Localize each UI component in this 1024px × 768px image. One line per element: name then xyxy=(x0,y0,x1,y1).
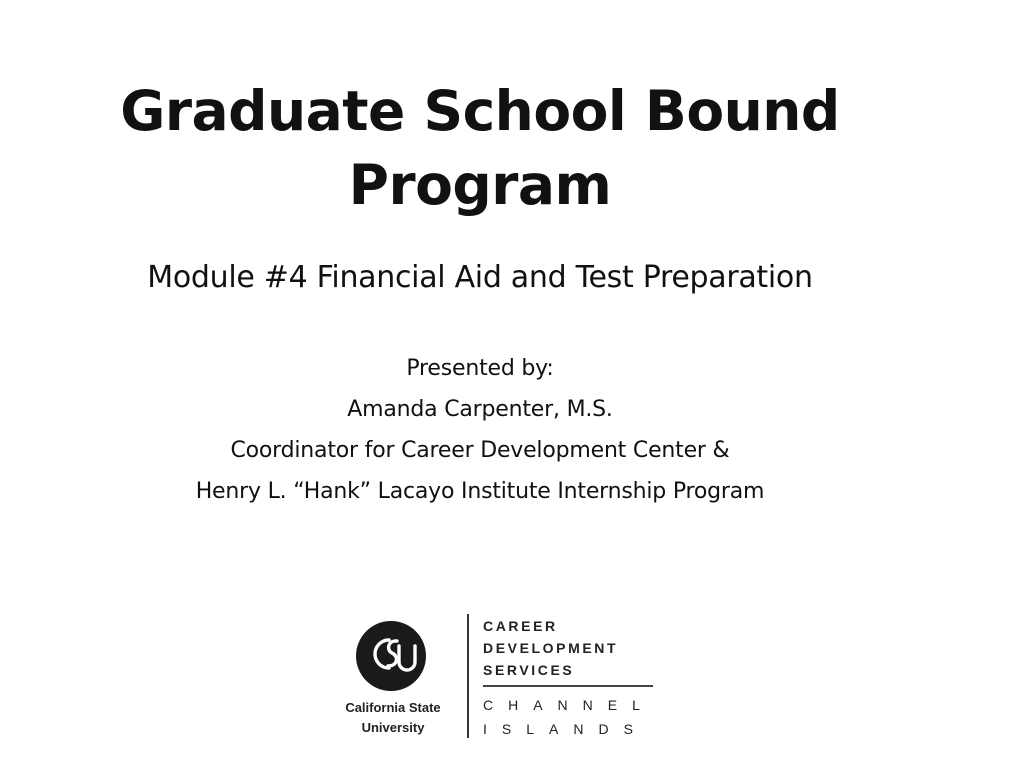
presenter-role-line-1: Coordinator for Career Development Center & xyxy=(230,438,730,463)
csu-monogram-icon xyxy=(355,620,427,692)
department-name-line-1: CAREER xyxy=(483,618,558,634)
slide-title-line-1: Graduate School Bound xyxy=(120,79,840,143)
presenter-block xyxy=(130,348,830,512)
campus-name xyxy=(483,693,655,741)
department-name xyxy=(483,615,618,681)
presenter-name: Amanda Carpenter, M.S. xyxy=(347,397,613,422)
logo-divider xyxy=(467,614,469,738)
presenter-role-line-2: Henry L. “Hank” Lacayo Institute Internship Program xyxy=(195,479,765,504)
department-name-line-3: SERVICES xyxy=(483,662,575,678)
presented-by-label: Presented by: xyxy=(406,356,554,381)
campus-name-line-1: CHANNEL xyxy=(483,697,655,713)
slide-subtitle: Module #4 Financial Aid and Test Preparation xyxy=(147,260,813,295)
slide-title xyxy=(90,74,870,222)
slide-title-line-2: Program xyxy=(348,153,612,217)
university-name-line-2: University xyxy=(361,720,425,735)
campus-name-line-2: ISLANDS xyxy=(483,721,648,737)
university-name-line-1: California State xyxy=(345,700,441,715)
csu-channel-islands-logo xyxy=(330,612,660,742)
logo-rule xyxy=(483,685,653,687)
university-name xyxy=(330,698,456,738)
department-name-line-2: DEVELOPMENT xyxy=(483,640,619,656)
